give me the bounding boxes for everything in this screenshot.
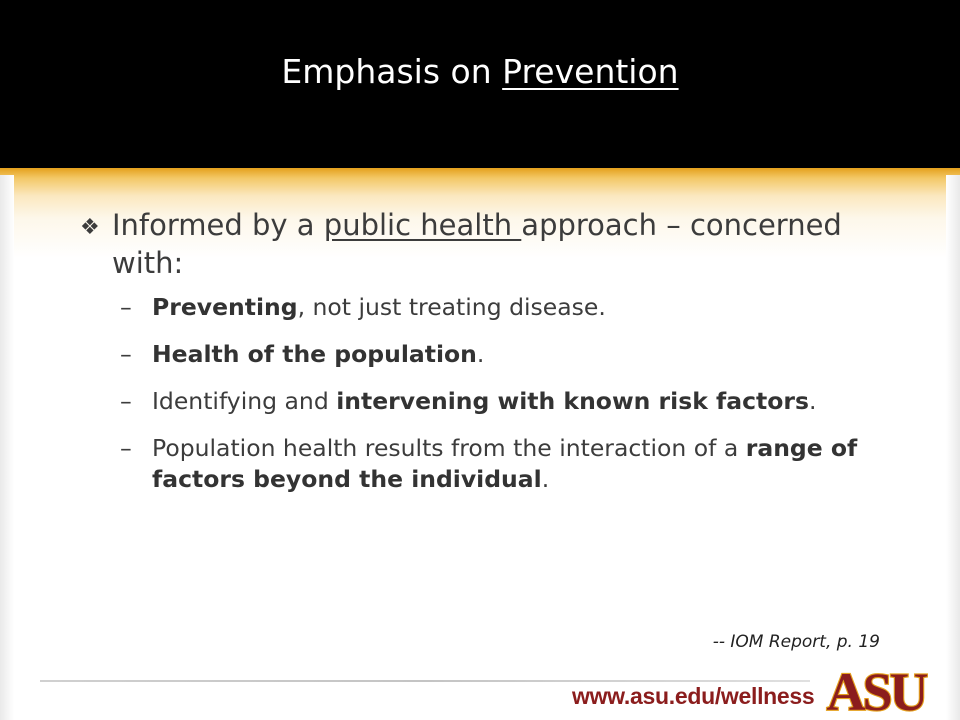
source-citation: -- IOM Report, p. 19 <box>712 632 880 652</box>
sub-bullet-rest: . <box>541 465 550 493</box>
sub-bullet-plain: Population health results from the interaction of a <box>152 434 746 462</box>
main-bullet <box>80 206 900 282</box>
asu-logo-icon <box>824 664 928 716</box>
footer-divider <box>40 680 810 682</box>
sub-bullet-rest: , not just treating disease. <box>297 293 606 321</box>
dash-marker: – <box>120 293 132 321</box>
footer-url-link[interactable]: www.asu.edu/wellness <box>572 683 815 709</box>
slide-header <box>0 0 960 168</box>
sub-bullet-plain: Identifying and <box>152 387 337 415</box>
sub-bullet-bold: Health of the population <box>152 340 477 368</box>
asu-logo-text: ASU <box>826 664 926 716</box>
sub-bullet <box>120 433 900 495</box>
main-bullet-text-before: Informed by a <box>112 208 324 242</box>
main-bullet-text-after: approach – concerned with: <box>112 208 842 280</box>
sub-bullet-list <box>120 292 900 495</box>
sub-bullet <box>120 339 900 370</box>
right-edge-shadow <box>946 175 960 720</box>
title-underlined: Prevention <box>502 52 679 91</box>
sub-bullet-rest: . <box>476 340 485 368</box>
dash-marker: – <box>120 434 132 462</box>
diamond-four-icon: ❖ <box>80 215 100 240</box>
sub-bullet-bold: Preventing <box>152 293 298 321</box>
dash-marker: – <box>120 387 132 415</box>
left-edge-shadow <box>0 175 14 720</box>
sub-bullet <box>120 386 900 417</box>
slide-title <box>0 50 960 94</box>
sub-bullet-rest: . <box>808 387 817 415</box>
sub-bullet-bold: intervening with known risk factors <box>336 387 809 415</box>
title-prefix: Emphasis on <box>281 52 503 91</box>
sub-bullet-bold: range of factors beyond the individual <box>152 434 858 493</box>
main-bullet-underlined: public health <box>323 208 522 242</box>
dash-marker: – <box>120 340 132 368</box>
sub-bullet <box>120 292 900 323</box>
slide-content <box>80 206 900 511</box>
